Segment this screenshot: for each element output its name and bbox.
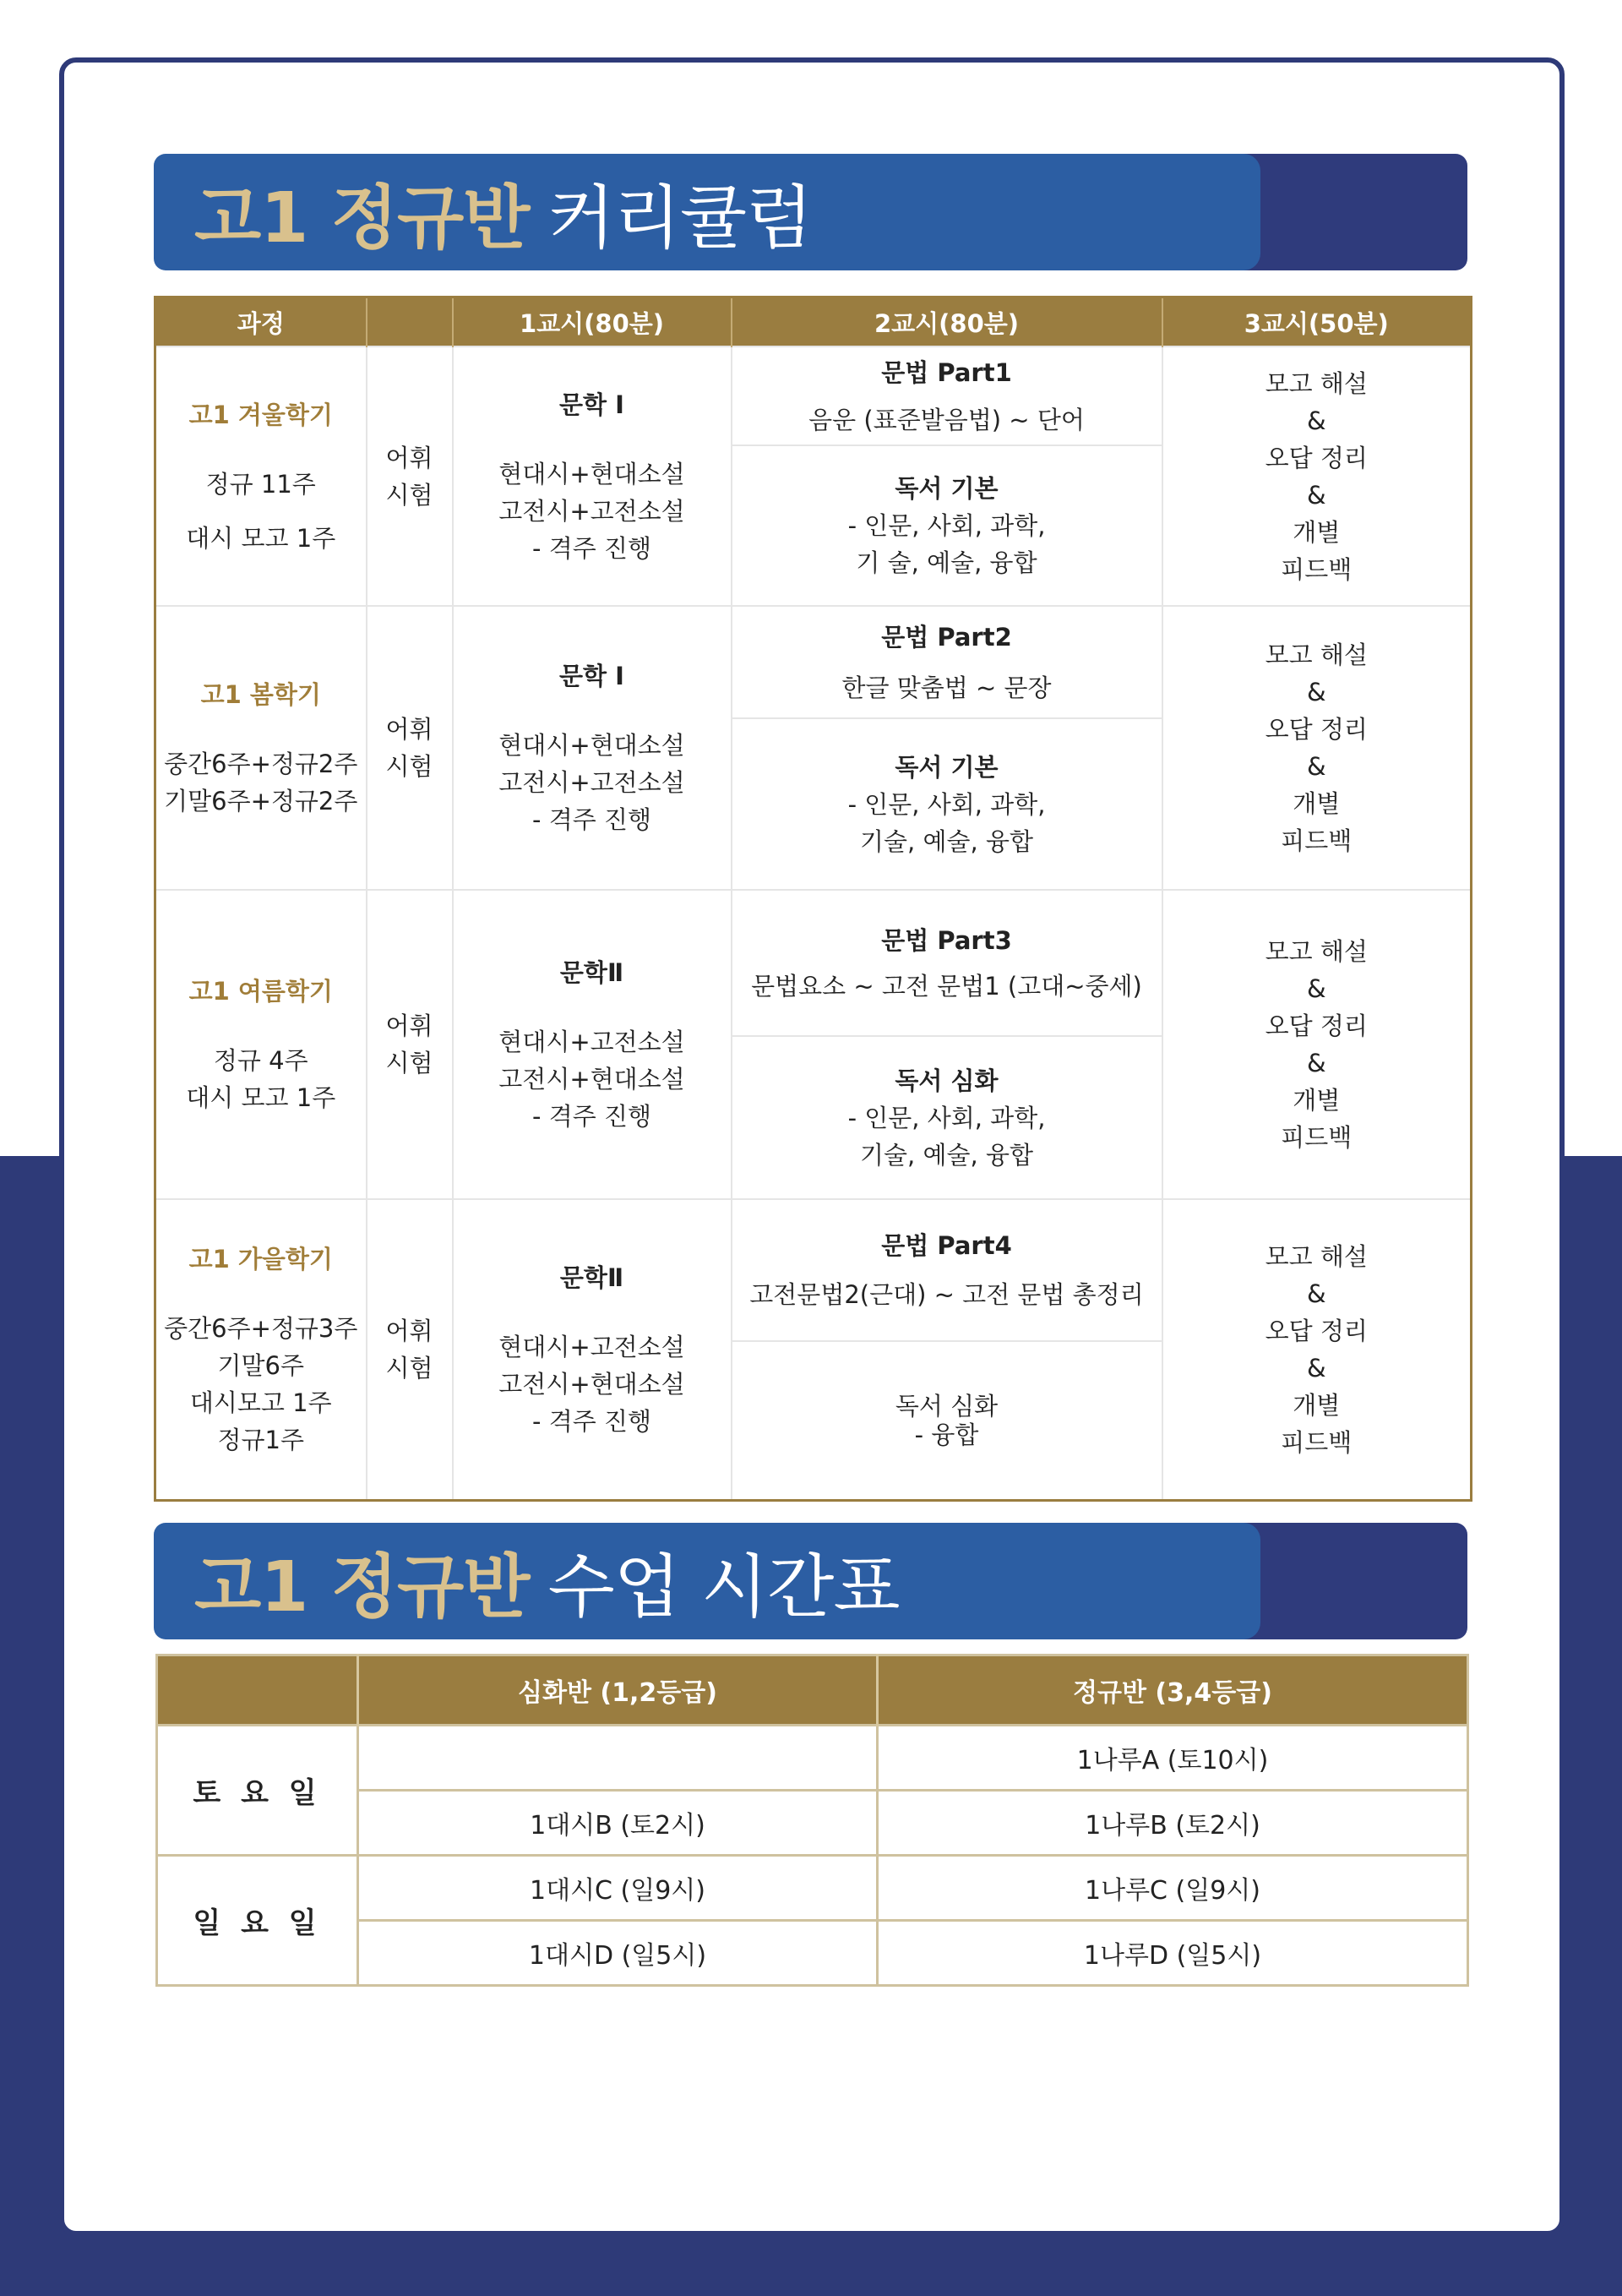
grammar-title: 문법 Part2	[881, 622, 1012, 652]
reading-line: 기술, 예술, 융합	[860, 1140, 1033, 1170]
literature-line: 고전시+고전소설	[498, 768, 685, 797]
course-cell	[155, 346, 367, 606]
literature-line: 고전시+현대소설	[498, 1369, 685, 1399]
vocab-test-cell	[367, 346, 453, 606]
literature-line: - 격주 진행	[532, 1406, 651, 1436]
literature-line: 현대시+고전소설	[498, 1028, 685, 1056]
curriculum-header-row	[155, 297, 1472, 347]
vocab-test-cell	[367, 1199, 453, 1500]
grammar-desc: 고전문법2(근대) ~ 고전 문법 총정리	[749, 1280, 1144, 1309]
period3-line: 피드백	[1281, 554, 1353, 584]
schedule-line: 대시 모고 1주	[186, 523, 336, 553]
timetable-banner	[154, 1523, 1467, 1639]
period3-line: 오답 정리	[1265, 443, 1368, 472]
period3-line: 모고 해설	[1265, 641, 1368, 669]
grammar-desc: 한글 맞춤법 ~ 문장	[841, 673, 1052, 702]
reading-line: - 융합	[914, 1420, 979, 1449]
reading-cell	[732, 1341, 1162, 1500]
grammar-title: 문법 Part3	[881, 925, 1012, 955]
slot-cell: 1대시C (일9시)	[358, 1856, 878, 1921]
header-period-3: 3교시(50분)	[1162, 297, 1472, 347]
curriculum-row	[155, 346, 1472, 445]
literature-title: 문학 I	[559, 390, 624, 419]
course-cell	[155, 890, 367, 1199]
period3-cell	[1162, 606, 1472, 890]
semester-name: 고1 여름학기	[188, 977, 333, 1006]
title-light: 수업 시간표	[547, 1546, 900, 1628]
curriculum-row	[155, 1199, 1472, 1341]
period3-line: 오답 정리	[1265, 715, 1368, 744]
semester-name: 고1 겨울학기	[188, 400, 333, 429]
slot-cell	[358, 1726, 878, 1791]
reading-title: 독서 심화	[895, 1066, 999, 1095]
reading-line: 기술, 예술, 융합	[860, 826, 1033, 856]
header-regular: 정규반 (3,4등급)	[878, 1655, 1468, 1726]
period3-line: &	[1306, 406, 1326, 435]
period3-line: 개별	[1293, 789, 1341, 818]
vocab-line: 어휘	[385, 1012, 433, 1040]
reading-title: 독서 기본	[895, 474, 999, 503]
slot-cell: 1나루B (토2시)	[878, 1791, 1468, 1856]
period3-line: 개별	[1293, 517, 1341, 547]
schedule-line: 중간6주+정규3주	[164, 1313, 358, 1343]
literature-title: 문학Ⅱ	[559, 1263, 624, 1292]
timetable-title	[194, 1523, 900, 1639]
vocab-test-cell	[367, 890, 453, 1199]
schedule-line: 대시모고 1주	[189, 1388, 332, 1417]
header-blank	[367, 297, 453, 347]
vocab-line: 시험	[385, 752, 433, 781]
period3-line: 피드백	[1281, 1123, 1353, 1152]
grammar-cell	[732, 606, 1162, 718]
period3-line: 개별	[1293, 1086, 1341, 1115]
period3-line: 개별	[1293, 1390, 1341, 1420]
grammar-desc: 음운 (표준발음법) ~ 단어	[808, 405, 1085, 434]
vocab-test-cell	[367, 606, 453, 890]
curriculum-row	[155, 890, 1472, 1036]
reading-cell	[732, 445, 1162, 606]
period3-line: &	[1306, 1279, 1326, 1308]
period3-cell	[1162, 346, 1472, 606]
timetable-row	[157, 1726, 1468, 1791]
reading-title: 독서 심화	[895, 1391, 999, 1421]
literature-line: - 격주 진행	[532, 533, 651, 563]
period3-line: &	[1306, 1049, 1326, 1077]
title-light: 커리큘럼	[547, 177, 813, 259]
semester-name: 고1 봄학기	[200, 680, 321, 709]
period3-line: 오답 정리	[1265, 1316, 1368, 1345]
header-course: 과정	[155, 297, 367, 347]
schedule-line: 정규1주	[217, 1425, 304, 1454]
curriculum-banner	[154, 154, 1467, 270]
header-period-2: 2교시(80분)	[732, 297, 1162, 347]
period3-cell	[1162, 1199, 1472, 1500]
period3-line: &	[1306, 974, 1326, 1003]
literature-title: 문학Ⅱ	[559, 958, 624, 987]
literature-line: - 격주 진행	[532, 1102, 651, 1131]
header-period-1: 1교시(80분)	[453, 297, 732, 347]
reading-line: - 인문, 사회, 과학,	[847, 789, 1046, 819]
literature-title: 문학 I	[559, 662, 624, 690]
literature-line: 고전시+현대소설	[498, 1065, 685, 1093]
period3-cell	[1162, 890, 1472, 1199]
day-sunday: 일 요 일	[157, 1856, 358, 1986]
header-advanced: 심화반 (1,2등급)	[358, 1655, 878, 1726]
timetable-header-row	[157, 1655, 1468, 1726]
reading-line: 기 술, 예술, 융합	[856, 548, 1037, 577]
schedule-line: 정규 4주	[213, 1046, 308, 1075]
vocab-line: 어휘	[385, 443, 433, 472]
vocab-line: 시험	[385, 1353, 433, 1383]
timetable-table	[155, 1654, 1469, 1987]
slot-cell: 1나루D (일5시)	[878, 1921, 1468, 1986]
slot-cell: 1대시B (토2시)	[358, 1791, 878, 1856]
semester-name: 고1 가을학기	[188, 1244, 333, 1273]
grammar-title: 문법 Part1	[881, 357, 1012, 387]
schedule-line: 중간6주+정규2주	[164, 750, 358, 778]
grammar-cell	[732, 346, 1162, 445]
vocab-line: 시험	[385, 480, 433, 510]
reading-title: 독서 기본	[895, 752, 999, 782]
reading-line: - 인문, 사회, 과학,	[847, 1103, 1046, 1132]
title-strong: 고1 정규반	[194, 1546, 530, 1628]
course-cell	[155, 1199, 367, 1500]
reading-cell	[732, 718, 1162, 890]
schedule-line: 대시 모고 1주	[186, 1083, 336, 1112]
period3-line: &	[1306, 1353, 1326, 1383]
period3-line: &	[1306, 752, 1326, 781]
literature-line: 고전시+고전소설	[498, 496, 685, 526]
reading-line: - 인문, 사회, 과학,	[847, 511, 1046, 540]
period3-line: 피드백	[1281, 1427, 1353, 1457]
period3-line: 모고 해설	[1265, 937, 1368, 966]
period3-line: 모고 해설	[1265, 368, 1368, 398]
course-cell	[155, 606, 367, 890]
period3-line: 피드백	[1281, 826, 1353, 855]
grammar-cell	[732, 890, 1162, 1036]
literature-cell	[453, 606, 732, 890]
reading-cell	[732, 1036, 1162, 1199]
header-blank	[157, 1655, 358, 1726]
grammar-desc: 문법요소 ~ 고전 문법1 (고대~중세)	[751, 971, 1142, 1001]
curriculum-table	[154, 296, 1472, 1502]
literature-line: - 격주 진행	[532, 805, 651, 834]
vocab-line: 시험	[385, 1049, 433, 1077]
slot-cell: 1나루C (일9시)	[878, 1856, 1468, 1921]
day-saturday: 토 요 일	[157, 1726, 358, 1856]
slot-cell: 1대시D (일5시)	[358, 1921, 878, 1986]
curriculum-title	[194, 154, 812, 270]
literature-cell	[453, 346, 732, 606]
literature-cell	[453, 890, 732, 1199]
timetable-row	[157, 1856, 1468, 1921]
period3-line: 모고 해설	[1265, 1241, 1368, 1271]
title-strong: 고1 정규반	[194, 177, 530, 259]
vocab-line: 어휘	[385, 715, 433, 744]
literature-line: 현대시+현대소설	[498, 459, 685, 488]
grammar-cell	[732, 1199, 1162, 1341]
literature-cell	[453, 1199, 732, 1500]
grammar-title: 문법 Part4	[881, 1231, 1012, 1260]
literature-line: 현대시+현대소설	[498, 731, 685, 760]
literature-line: 현대시+고전소설	[498, 1332, 685, 1361]
slot-cell: 1나루A (토10시)	[878, 1726, 1468, 1791]
curriculum-row	[155, 606, 1472, 718]
period3-line: &	[1306, 480, 1326, 510]
schedule-line: 기말6주	[217, 1350, 304, 1380]
schedule-line: 정규 11주	[205, 469, 316, 499]
schedule-line: 기말6주+정규2주	[164, 787, 358, 815]
period3-line: &	[1306, 678, 1326, 706]
vocab-line: 어휘	[385, 1316, 433, 1345]
period3-line: 오답 정리	[1265, 1012, 1368, 1040]
